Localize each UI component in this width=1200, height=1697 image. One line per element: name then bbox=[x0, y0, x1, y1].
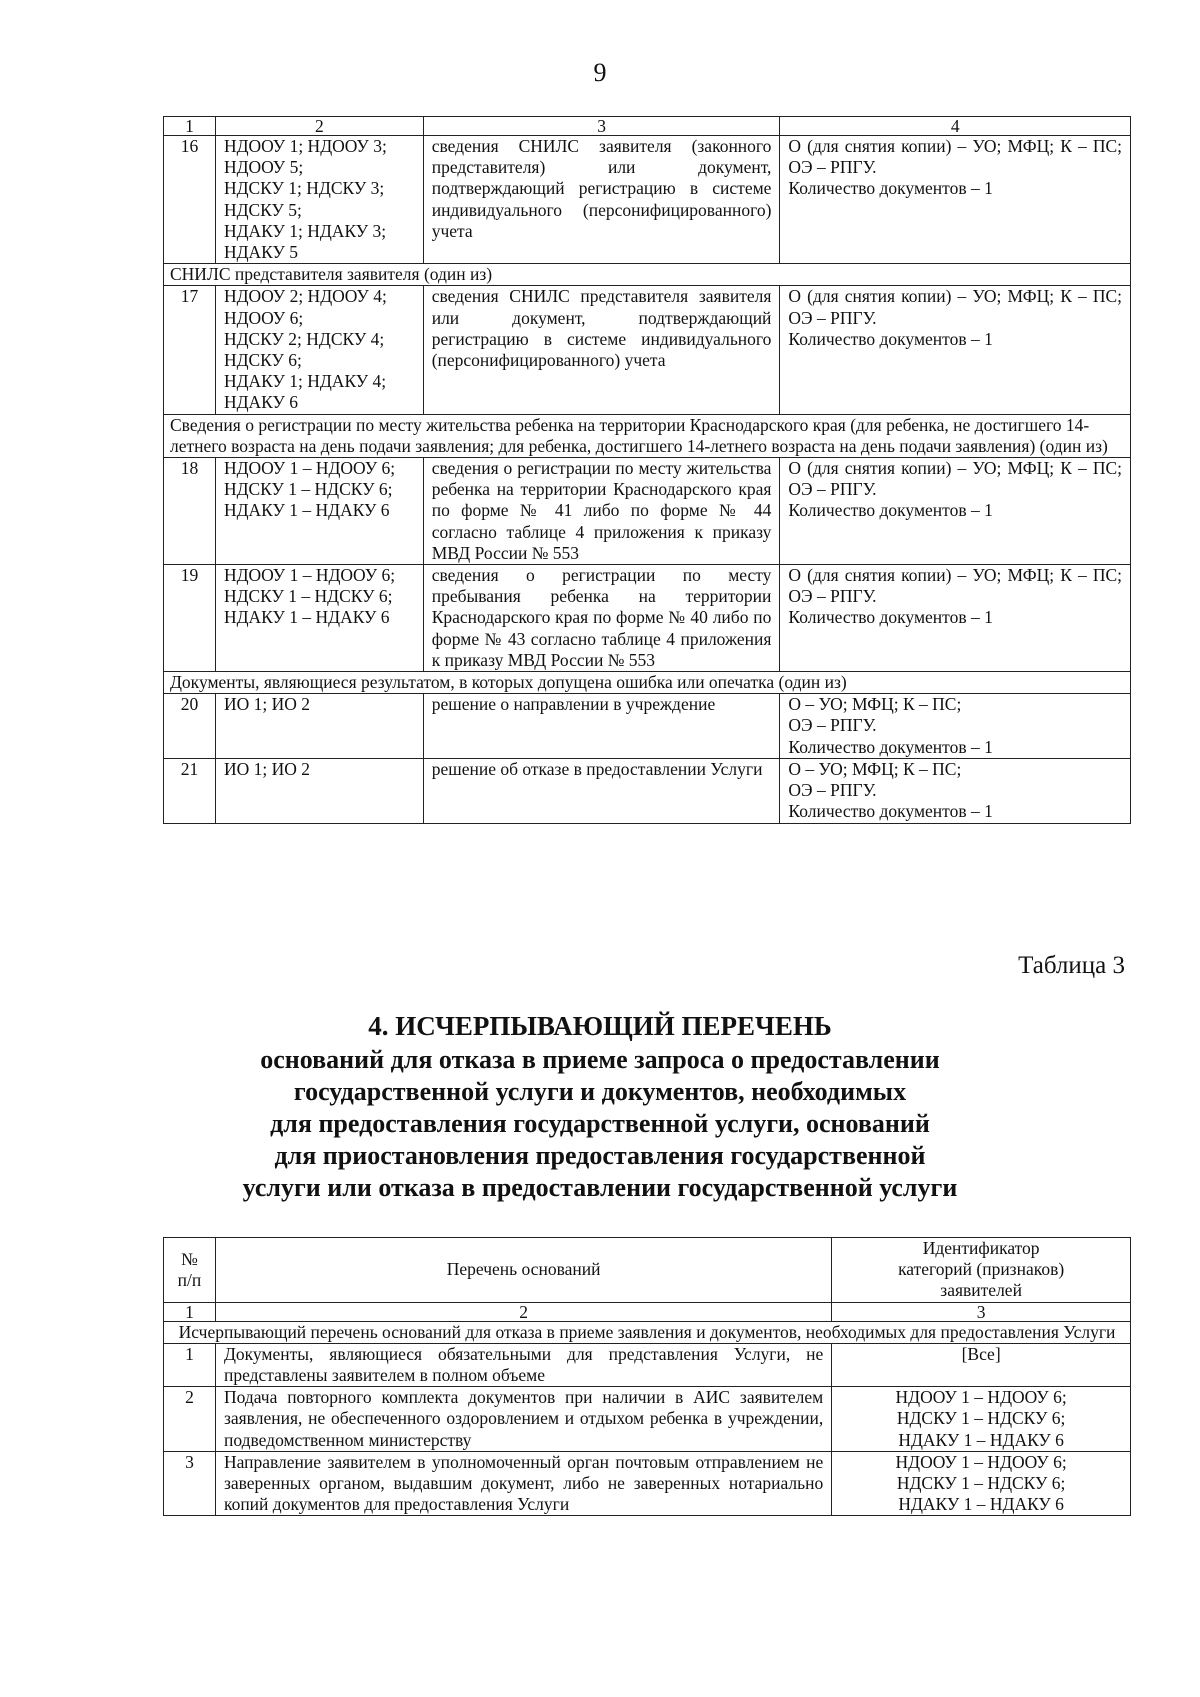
row-number: 16 bbox=[164, 136, 216, 264]
document-description: решение об отказе в предоставлении Услуги bbox=[423, 758, 780, 823]
applicant-ids: НДООУ 1 – НДООУ 6; НДСКУ 1 – НДСКУ 6; НДАКУ 1 – НДАКУ 6 bbox=[832, 1451, 1131, 1516]
document-description: сведения СНИЛС представителя заявителя или документ, подтверждающий регистрацию в системе индивидуального (персонифицированного) учета bbox=[423, 286, 780, 414]
applicant-ids: НДООУ 1 – НДООУ 6; НДСКУ 1 – НДСКУ 6; НДАКУ 1 – НДАКУ 6 bbox=[215, 565, 423, 672]
column-number: 2 bbox=[215, 117, 423, 136]
section-heading: Сведения о регистрации по месту жительства ребенка на территории Краснодарского края (для ребенка, не достигшего 14-летнего возраста на день подачи заявления; для ребенка, достигшего 14-летнего возраста на день подачи заявления) (один из) bbox=[164, 414, 1131, 457]
row-number: 2 bbox=[164, 1387, 216, 1452]
section-heading: СНИЛС представителя заявителя (один из) bbox=[164, 264, 1131, 286]
table-row bbox=[164, 286, 1131, 414]
table-row bbox=[164, 758, 1131, 823]
applicant-ids: ИО 1; ИО 2 bbox=[215, 694, 423, 759]
applicant-ids: НДООУ 1 – НДООУ 6; НДСКУ 1 – НДСКУ 6; НДАКУ 1 – НДАКУ 6 bbox=[215, 458, 423, 565]
applicant-ids: НДООУ 2; НДООУ 4; НДООУ 6; НДСКУ 2; НДСКУ 4; НДСКУ 6; НДАКУ 1; НДАКУ 4; НДАКУ 6 bbox=[215, 286, 423, 414]
table-row bbox=[164, 694, 1131, 759]
row-number: 1 bbox=[164, 1343, 216, 1386]
ground-text: Подача повторного комплекта документов при наличии в АИС заявителем заявления, не обеспеченного оздоровлением и отдыхом ребенка в учреждении, подведомственном министерству bbox=[215, 1387, 831, 1452]
submission-requirements: О – УО; МФЦ; К – ПС; ОЭ – РПГУ. Количество документов – 1 bbox=[780, 694, 1131, 759]
row-number: 19 bbox=[164, 565, 216, 672]
section-heading: Документы, являющиеся результатом, в которых допущена ошибка или опечатка (один из) bbox=[164, 672, 1131, 694]
row-number: 21 bbox=[164, 758, 216, 823]
header-identifier: Идентификатор категорий (признаков) заявителей bbox=[832, 1238, 1131, 1303]
table-row bbox=[164, 565, 1131, 672]
section-subtitle: оснований для отказа в приеме запроса о предоставлении государственной услуги и документов, необходимых для предоставления государственной услуги, оснований для приостановления предоставления государственной услуги или отказа в предоставлении государственной услуги bbox=[242, 1045, 958, 1202]
applicant-ids: НДООУ 1 – НДООУ 6; НДСКУ 1 – НДСКУ 6; НДАКУ 1 – НДАКУ 6 bbox=[832, 1387, 1131, 1452]
row-number: 17 bbox=[164, 286, 216, 414]
table-row bbox=[164, 1451, 1131, 1516]
row-number: 18 bbox=[164, 458, 216, 565]
row-number: 3 bbox=[164, 1451, 216, 1516]
section-row bbox=[164, 1321, 1131, 1343]
submission-requirements: О (для снятия копии) – УО; МФЦ; К – ПС; ОЭ – РПГУ. Количество документов – 1 bbox=[780, 286, 1131, 414]
table-caption: Таблица 3 bbox=[1018, 952, 1125, 979]
ground-text: Направление заявителем в уполномоченный орган почтовым отправлением не заверенных органом, выдавшим документ, либо не заверенных нотариально копий документов для предоставления Услуги bbox=[215, 1451, 831, 1516]
section-row bbox=[164, 264, 1131, 286]
table-header-row bbox=[164, 1238, 1131, 1303]
page-number: 9 bbox=[593, 58, 607, 87]
row-number: 20 bbox=[164, 694, 216, 759]
applicant-ids: [Все] bbox=[832, 1343, 1131, 1386]
column-number: 1 bbox=[164, 117, 216, 136]
table-row bbox=[164, 1343, 1131, 1386]
document-description: сведения о регистрации по месту пребывания ребенка на территории Краснодарского края по форме № 40 либо по форме № 43 согласно таблице 4 приложения к приказу МВД России № 553 bbox=[423, 565, 780, 672]
section-row bbox=[164, 672, 1131, 694]
header-grounds: Перечень оснований bbox=[215, 1238, 831, 1303]
document-description: сведения СНИЛС заявителя (законного представителя) или документ, подтверждающий регистрацию в системе индивидуального (персонифицированного) учета bbox=[423, 136, 780, 264]
table-row bbox=[164, 1387, 1131, 1452]
table-header-row bbox=[164, 117, 1131, 136]
column-number: 4 bbox=[780, 117, 1131, 136]
column-number: 1 bbox=[164, 1302, 216, 1321]
applicant-ids: НДООУ 1; НДООУ 3; НДООУ 5; НДСКУ 1; НДСКУ 3; НДСКУ 5; НДАКУ 1; НДАКУ 3; НДАКУ 5 bbox=[215, 136, 423, 264]
section-heading: Исчерпывающий перечень оснований для отказа в приеме заявления и документов, необходимых для предоставления Услуги bbox=[164, 1321, 1131, 1343]
document-description: решение о направлении в учреждение bbox=[423, 694, 780, 759]
column-numbers-row bbox=[164, 1302, 1131, 1321]
submission-requirements: О (для снятия копии) – УО; МФЦ; К – ПС; ОЭ – РПГУ. Количество документов – 1 bbox=[780, 136, 1131, 264]
section-title: 4. ИСЧЕРПЫВАЮЩИЙ ПЕРЕЧЕНЬ bbox=[368, 1011, 832, 1041]
column-number: 2 bbox=[215, 1302, 831, 1321]
ground-text: Документы, являющиеся обязательными для представления Услуги, не представлены заявителем в полном объеме bbox=[215, 1343, 831, 1386]
document-description: сведения о регистрации по месту жительства ребенка на территории Краснодарского края по форме № 41 либо по форме № 44 согласно таблице 4 приложения к приказу МВД России № 553 bbox=[423, 458, 780, 565]
documents-table bbox=[163, 116, 1131, 824]
table-row bbox=[164, 458, 1131, 565]
column-number: 3 bbox=[423, 117, 780, 136]
refusal-grounds-table bbox=[163, 1237, 1131, 1516]
column-number: 3 bbox=[832, 1302, 1131, 1321]
applicant-ids: ИО 1; ИО 2 bbox=[215, 758, 423, 823]
submission-requirements: О – УО; МФЦ; К – ПС; ОЭ – РПГУ. Количество документов – 1 bbox=[780, 758, 1131, 823]
submission-requirements: О (для снятия копии) – УО; МФЦ; К – ПС; ОЭ – РПГУ. Количество документов – 1 bbox=[780, 458, 1131, 565]
submission-requirements: О (для снятия копии) – УО; МФЦ; К – ПС; ОЭ – РПГУ. Количество документов – 1 bbox=[780, 565, 1131, 672]
header-number: № п/п bbox=[164, 1238, 216, 1303]
section-row bbox=[164, 414, 1131, 457]
table-row bbox=[164, 136, 1131, 264]
